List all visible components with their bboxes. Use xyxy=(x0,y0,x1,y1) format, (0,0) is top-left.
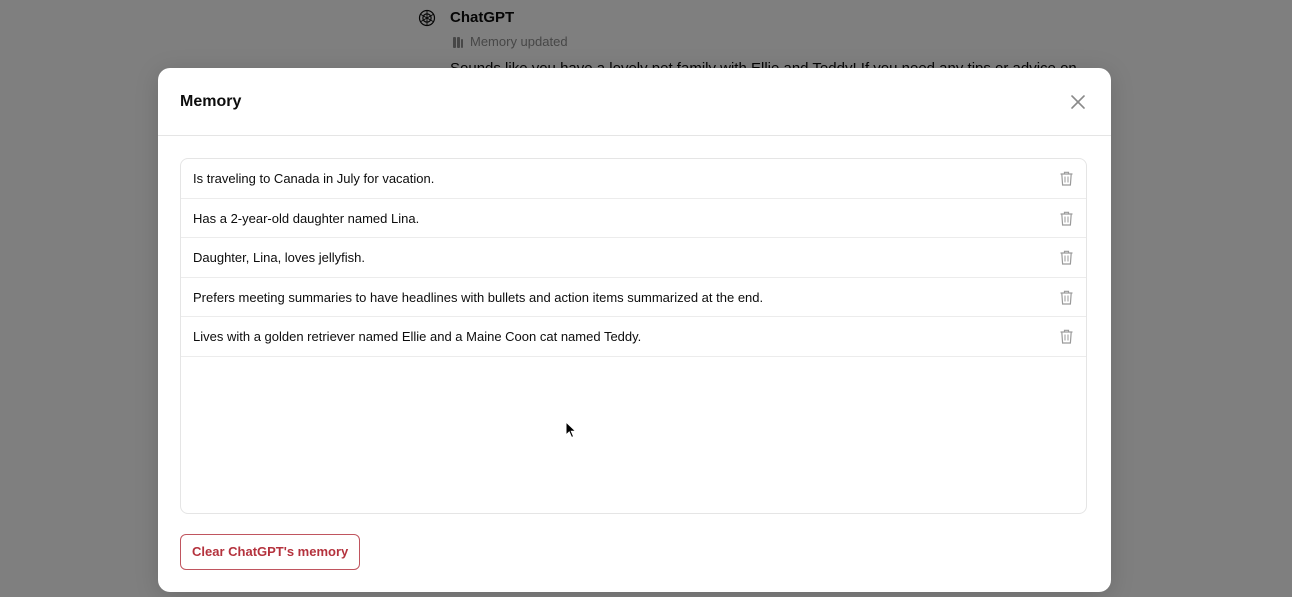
modal-header xyxy=(158,68,1111,136)
modal-title: Memory xyxy=(180,93,242,110)
trash-icon xyxy=(1060,171,1073,186)
trash-icon xyxy=(1060,250,1073,265)
trash-icon xyxy=(1060,211,1073,226)
delete-memory-button[interactable] xyxy=(1058,210,1074,227)
memory-item xyxy=(181,159,1086,199)
delete-memory-button[interactable] xyxy=(1058,328,1074,345)
trash-icon xyxy=(1060,290,1073,305)
memory-item xyxy=(181,238,1086,278)
memory-item xyxy=(181,199,1086,239)
memory-item xyxy=(181,317,1086,357)
close-icon xyxy=(1070,94,1086,110)
delete-memory-button[interactable] xyxy=(1058,170,1074,187)
memory-list xyxy=(180,158,1087,514)
memory-modal xyxy=(158,68,1111,592)
memory-item xyxy=(181,278,1086,318)
delete-memory-button[interactable] xyxy=(1058,249,1074,266)
memory-item-text: Is traveling to Canada in July for vacation. xyxy=(193,171,435,186)
mouse-cursor-icon xyxy=(565,421,577,439)
close-button[interactable] xyxy=(1066,90,1090,114)
clear-memory-button[interactable]: Clear ChatGPT's memory xyxy=(180,534,360,570)
memory-item-text: Daughter, Lina, loves jellyfish. xyxy=(193,250,365,266)
memory-item-text: Has a 2-year-old daughter named Lina. xyxy=(193,210,420,226)
trash-icon xyxy=(1060,329,1073,344)
delete-memory-button[interactable] xyxy=(1058,289,1074,306)
memory-item-text: Lives with a golden retriever named Ellie and a Maine Coon cat named Teddy. xyxy=(193,329,642,345)
memory-item-text: Prefers meeting summaries to have headlines with bullets and action items summarized at the end. xyxy=(193,289,764,305)
